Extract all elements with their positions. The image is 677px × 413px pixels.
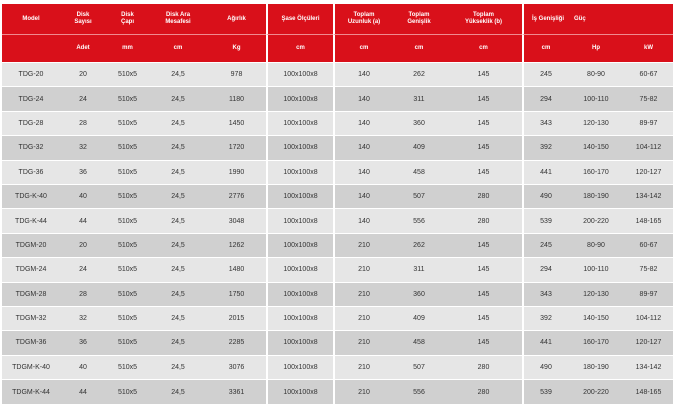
cell-model: TDGM-K-40 <box>2 355 60 379</box>
cell-power-kw: 60-67 <box>624 233 673 257</box>
cell-power-kw: 60-67 <box>624 62 673 86</box>
cell-chassis: 100x100x8 <box>266 257 333 281</box>
cell-chassis: 100x100x8 <box>266 306 333 330</box>
cell-total-width: 360 <box>393 111 445 135</box>
cell-disk-diameter: 510x5 <box>106 379 149 404</box>
cell-total-height: 145 <box>445 257 522 281</box>
cell-total-height: 280 <box>445 208 522 232</box>
cell-total-width: 556 <box>393 379 445 404</box>
cell-model: TDGM-36 <box>2 330 60 354</box>
cell-model: TDGM-K-44 <box>2 379 60 404</box>
cell-chassis: 100x100x8 <box>266 355 333 379</box>
cell-chassis: 100x100x8 <box>266 208 333 232</box>
header-total-height: Toplam Yükseklik (b) <box>445 4 522 34</box>
cell-total-length: 140 <box>333 208 393 232</box>
unit-work-width: cm <box>522 34 568 62</box>
cell-work-width: 490 <box>522 355 568 379</box>
cell-disk-diameter: 510x5 <box>106 257 149 281</box>
cell-total-length: 140 <box>333 86 393 110</box>
header-model: Model <box>2 4 60 34</box>
cell-power-hp: 200-220 <box>568 208 624 232</box>
table-row <box>2 208 673 232</box>
cell-weight: 1720 <box>207 135 266 159</box>
header-row-1 <box>2 4 673 34</box>
cell-total-length: 140 <box>333 135 393 159</box>
table-body <box>2 62 673 404</box>
cell-chassis: 100x100x8 <box>266 379 333 404</box>
cell-disk-count: 32 <box>60 135 106 159</box>
cell-weight: 1450 <box>207 111 266 135</box>
table-row <box>2 233 673 257</box>
cell-disk-count: 40 <box>60 184 106 208</box>
cell-disk-count: 44 <box>60 379 106 404</box>
cell-total-height: 145 <box>445 282 522 306</box>
cell-model: TDG-24 <box>2 86 60 110</box>
cell-disk-count: 20 <box>60 62 106 86</box>
table-row <box>2 257 673 281</box>
cell-weight: 978 <box>207 62 266 86</box>
cell-chassis: 100x100x8 <box>266 111 333 135</box>
cell-chassis: 100x100x8 <box>266 184 333 208</box>
cell-total-height: 280 <box>445 355 522 379</box>
cell-disk-spacing: 24,5 <box>149 330 207 354</box>
cell-total-length: 140 <box>333 160 393 184</box>
cell-disk-count: 36 <box>60 160 106 184</box>
cell-model: TDG-20 <box>2 62 60 86</box>
cell-work-width: 294 <box>522 86 568 110</box>
unit-chassis: cm <box>266 34 333 62</box>
cell-work-width: 539 <box>522 208 568 232</box>
cell-power-hp: 140-150 <box>568 306 624 330</box>
header-disk-count: Disk Sayısı <box>60 4 106 34</box>
cell-power-kw: 148-165 <box>624 379 673 404</box>
table-row <box>2 184 673 208</box>
unit-disk-count: Adet <box>60 34 106 62</box>
cell-power-kw: 104-112 <box>624 306 673 330</box>
cell-disk-count: 44 <box>60 208 106 232</box>
cell-work-width: 539 <box>522 379 568 404</box>
table-row <box>2 282 673 306</box>
cell-work-width: 441 <box>522 160 568 184</box>
cell-disk-spacing: 24,5 <box>149 86 207 110</box>
cell-disk-diameter: 510x5 <box>106 160 149 184</box>
table-row <box>2 86 673 110</box>
cell-power-hp: 160-170 <box>568 330 624 354</box>
cell-work-width: 490 <box>522 184 568 208</box>
unit-power-hp: Hp <box>568 34 624 62</box>
header-work-width: İş Genişliği <box>522 4 568 34</box>
cell-weight: 1180 <box>207 86 266 110</box>
cell-model: TDGM-28 <box>2 282 60 306</box>
cell-total-length: 210 <box>333 355 393 379</box>
table-row <box>2 330 673 354</box>
cell-total-width: 556 <box>393 208 445 232</box>
cell-chassis: 100x100x8 <box>266 86 333 110</box>
spec-table <box>2 4 673 404</box>
header-total-width: Toplam Genişlik <box>393 4 445 34</box>
cell-power-hp: 200-220 <box>568 379 624 404</box>
cell-power-hp: 80-90 <box>568 233 624 257</box>
unit-total-length: cm <box>333 34 393 62</box>
cell-total-width: 458 <box>393 160 445 184</box>
cell-chassis: 100x100x8 <box>266 62 333 86</box>
cell-total-height: 280 <box>445 184 522 208</box>
cell-total-width: 311 <box>393 86 445 110</box>
cell-chassis: 100x100x8 <box>266 135 333 159</box>
cell-disk-count: 24 <box>60 86 106 110</box>
cell-work-width: 245 <box>522 233 568 257</box>
cell-disk-count: 24 <box>60 257 106 281</box>
cell-total-height: 145 <box>445 306 522 330</box>
cell-total-width: 409 <box>393 306 445 330</box>
cell-model: TDG-28 <box>2 111 60 135</box>
table-row <box>2 379 673 404</box>
cell-power-hp: 180-190 <box>568 355 624 379</box>
unit-disk-spacing: cm <box>149 34 207 62</box>
cell-disk-diameter: 510x5 <box>106 86 149 110</box>
header-power: Güç <box>568 4 673 34</box>
unit-weight: Kg <box>207 34 266 62</box>
cell-power-hp: 180-190 <box>568 184 624 208</box>
cell-disk-count: 32 <box>60 306 106 330</box>
cell-power-kw: 104-112 <box>624 135 673 159</box>
cell-disk-spacing: 24,5 <box>149 379 207 404</box>
header-disk-diameter: Disk Çapı <box>106 4 149 34</box>
cell-work-width: 294 <box>522 257 568 281</box>
table-row <box>2 355 673 379</box>
cell-total-length: 210 <box>333 306 393 330</box>
cell-disk-diameter: 510x5 <box>106 111 149 135</box>
cell-total-width: 262 <box>393 62 445 86</box>
cell-total-height: 145 <box>445 233 522 257</box>
cell-total-length: 210 <box>333 330 393 354</box>
cell-work-width: 441 <box>522 330 568 354</box>
unit-total-width: cm <box>393 34 445 62</box>
cell-total-length: 140 <box>333 184 393 208</box>
cell-total-length: 210 <box>333 257 393 281</box>
cell-disk-spacing: 24,5 <box>149 184 207 208</box>
cell-total-length: 210 <box>333 379 393 404</box>
cell-total-height: 145 <box>445 160 522 184</box>
cell-model: TDG-32 <box>2 135 60 159</box>
cell-disk-count: 36 <box>60 330 106 354</box>
cell-total-width: 262 <box>393 233 445 257</box>
cell-total-width: 507 <box>393 355 445 379</box>
cell-work-width: 392 <box>522 135 568 159</box>
cell-model: TDGM-24 <box>2 257 60 281</box>
cell-power-hp: 100-110 <box>568 257 624 281</box>
cell-disk-diameter: 510x5 <box>106 184 149 208</box>
cell-power-kw: 75-82 <box>624 86 673 110</box>
cell-power-hp: 160-170 <box>568 160 624 184</box>
cell-total-width: 507 <box>393 184 445 208</box>
cell-disk-diameter: 510x5 <box>106 282 149 306</box>
cell-model: TDGM-32 <box>2 306 60 330</box>
cell-power-kw: 89-97 <box>624 111 673 135</box>
cell-total-height: 145 <box>445 62 522 86</box>
cell-disk-diameter: 510x5 <box>106 306 149 330</box>
unit-total-height: cm <box>445 34 522 62</box>
cell-power-kw: 148-165 <box>624 208 673 232</box>
cell-total-length: 140 <box>333 111 393 135</box>
cell-disk-diameter: 510x5 <box>106 330 149 354</box>
cell-power-hp: 80-90 <box>568 62 624 86</box>
cell-chassis: 100x100x8 <box>266 330 333 354</box>
cell-disk-diameter: 510x5 <box>106 355 149 379</box>
unit-model <box>2 34 60 62</box>
cell-disk-spacing: 24,5 <box>149 306 207 330</box>
cell-power-hp: 100-110 <box>568 86 624 110</box>
cell-weight: 1480 <box>207 257 266 281</box>
cell-work-width: 343 <box>522 111 568 135</box>
cell-weight: 3076 <box>207 355 266 379</box>
cell-total-height: 145 <box>445 135 522 159</box>
table-row <box>2 111 673 135</box>
cell-power-kw: 134-142 <box>624 355 673 379</box>
cell-disk-spacing: 24,5 <box>149 62 207 86</box>
cell-total-length: 210 <box>333 233 393 257</box>
cell-disk-count: 20 <box>60 233 106 257</box>
cell-disk-diameter: 510x5 <box>106 135 149 159</box>
cell-disk-count: 40 <box>60 355 106 379</box>
cell-total-height: 145 <box>445 86 522 110</box>
header-chassis: Şase Ölçüleri <box>266 4 333 34</box>
cell-power-hp: 140-150 <box>568 135 624 159</box>
header-disk-spacing: Disk Ara Mesafesi <box>149 4 207 34</box>
cell-model: TDG-K-44 <box>2 208 60 232</box>
cell-weight: 2015 <box>207 306 266 330</box>
cell-disk-diameter: 510x5 <box>106 208 149 232</box>
cell-chassis: 100x100x8 <box>266 160 333 184</box>
cell-total-width: 409 <box>393 135 445 159</box>
unit-disk-diameter: mm <box>106 34 149 62</box>
table-row <box>2 160 673 184</box>
cell-weight: 3361 <box>207 379 266 404</box>
cell-total-width: 311 <box>393 257 445 281</box>
cell-power-kw: 89-97 <box>624 282 673 306</box>
cell-disk-spacing: 24,5 <box>149 282 207 306</box>
cell-disk-count: 28 <box>60 282 106 306</box>
cell-total-length: 140 <box>333 62 393 86</box>
cell-disk-spacing: 24,5 <box>149 208 207 232</box>
cell-power-hp: 120-130 <box>568 111 624 135</box>
table-row <box>2 62 673 86</box>
cell-weight: 2285 <box>207 330 266 354</box>
cell-power-kw: 120-127 <box>624 160 673 184</box>
cell-disk-spacing: 24,5 <box>149 111 207 135</box>
cell-power-hp: 120-130 <box>568 282 624 306</box>
cell-work-width: 392 <box>522 306 568 330</box>
cell-weight: 1750 <box>207 282 266 306</box>
cell-disk-spacing: 24,5 <box>149 160 207 184</box>
header-row-2 <box>2 34 673 62</box>
cell-model: TDG-36 <box>2 160 60 184</box>
cell-chassis: 100x100x8 <box>266 233 333 257</box>
cell-disk-diameter: 510x5 <box>106 233 149 257</box>
cell-total-height: 145 <box>445 111 522 135</box>
cell-total-width: 360 <box>393 282 445 306</box>
cell-weight: 2776 <box>207 184 266 208</box>
cell-work-width: 245 <box>522 62 568 86</box>
cell-weight: 1990 <box>207 160 266 184</box>
cell-model: TDG-K-40 <box>2 184 60 208</box>
cell-disk-spacing: 24,5 <box>149 135 207 159</box>
cell-power-kw: 120-127 <box>624 330 673 354</box>
unit-power-kw: kW <box>624 34 673 62</box>
cell-total-length: 210 <box>333 282 393 306</box>
cell-total-height: 145 <box>445 330 522 354</box>
cell-chassis: 100x100x8 <box>266 282 333 306</box>
cell-total-width: 458 <box>393 330 445 354</box>
table-row <box>2 306 673 330</box>
table-row <box>2 135 673 159</box>
cell-weight: 3048 <box>207 208 266 232</box>
cell-work-width: 343 <box>522 282 568 306</box>
header-weight: Ağırlık <box>207 4 266 34</box>
cell-power-kw: 75-82 <box>624 257 673 281</box>
cell-power-kw: 134-142 <box>624 184 673 208</box>
cell-weight: 1262 <box>207 233 266 257</box>
cell-total-height: 280 <box>445 379 522 404</box>
cell-disk-diameter: 510x5 <box>106 62 149 86</box>
cell-disk-spacing: 24,5 <box>149 233 207 257</box>
cell-disk-spacing: 24,5 <box>149 257 207 281</box>
header-total-length: Toplam Uzunluk (a) <box>333 4 393 34</box>
cell-disk-spacing: 24,5 <box>149 355 207 379</box>
cell-disk-count: 28 <box>60 111 106 135</box>
cell-model: TDGM-20 <box>2 233 60 257</box>
